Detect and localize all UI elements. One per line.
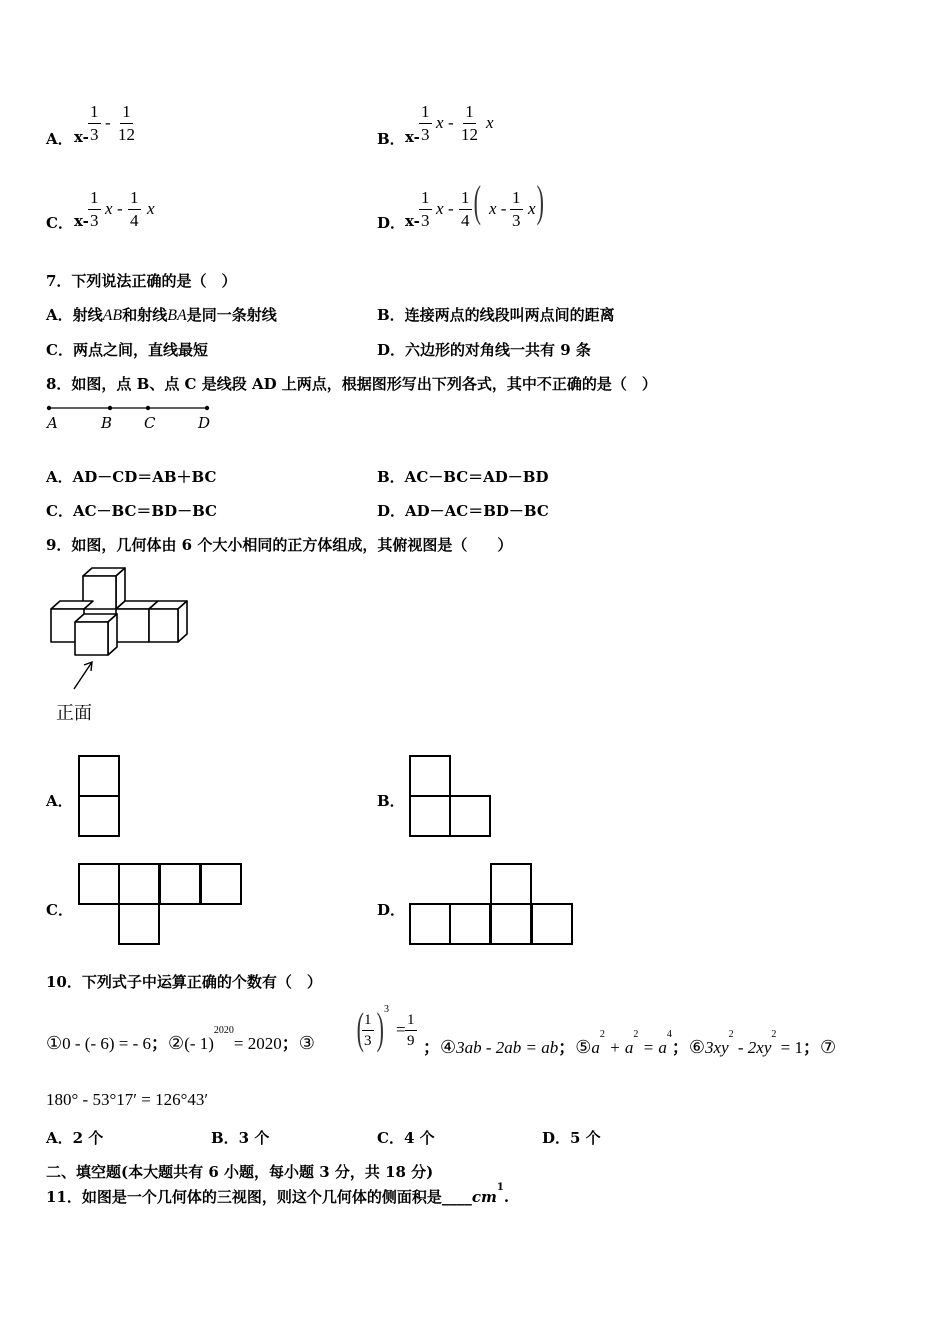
- q6-option-c-label[interactable]: C．: [46, 214, 73, 232]
- q9-option-c-label[interactable]: C．: [46, 901, 73, 919]
- q9-option-b-label[interactable]: B．: [377, 792, 405, 810]
- q6-option-a-lead: x-: [74, 128, 89, 146]
- q7-stem: 7．下列说法正确的是（ ）: [46, 272, 237, 290]
- point-c-label: C: [144, 414, 156, 432]
- q10-e3-result-fraction: $\frac{1}{9}$: [407, 1012, 415, 1049]
- q10-e3-exponent: 3: [384, 1004, 389, 1015]
- q6-d-minus: -: [448, 199, 454, 218]
- q8-option-a[interactable]: A．AD－CD＝AB＋BC: [46, 468, 217, 486]
- q6-d-right-paren: ): [536, 177, 544, 226]
- q6-c-fraction-2: $\frac{1}{4}$: [130, 188, 139, 230]
- q9-d-square: [409, 903, 451, 945]
- q6-option-d-label[interactable]: D．: [377, 214, 406, 232]
- point-d-label: D: [198, 414, 211, 432]
- q6-c-var-2: x: [147, 199, 155, 218]
- q6-d-fraction-2: $\frac{1}{4}$: [461, 188, 470, 230]
- q6-d-var-3: x: [528, 199, 536, 218]
- q10-option-c[interactable]: C．4 个: [377, 1129, 435, 1147]
- q9-a-square: [78, 755, 120, 797]
- q6-b-var-1: x: [436, 113, 444, 132]
- q10-e3-left-paren: (: [356, 1004, 364, 1053]
- q7-option-c[interactable]: C．两点之间，直线最短: [46, 341, 208, 359]
- q7-option-d[interactable]: D．六边形的对角线一共有 9 条: [377, 341, 591, 359]
- q10-e3-equals: =: [396, 1020, 406, 1039]
- section-2-heading: 二、填空题(本大题共有 6 小题，每小题 3 分，共 18 分): [46, 1163, 434, 1181]
- q6-b-minus: -: [448, 113, 454, 132]
- q10-expr-7: 180° - 53°17′ = 126°43′: [46, 1090, 209, 1109]
- q9-c-square: [118, 863, 160, 905]
- q10-e3-right-paren: ): [376, 1004, 384, 1053]
- q7-option-b[interactable]: B．连接两点的线段叫两点间的距离: [377, 306, 615, 324]
- point-a-label: A: [47, 414, 58, 432]
- q6-d-left-paren: (: [473, 177, 481, 226]
- q6-a-fraction-1: $\frac{1}{3}$: [90, 102, 99, 144]
- q9-cube-solid-figure: [44, 562, 194, 697]
- q6-option-d-lead: x-: [405, 212, 420, 230]
- q6-option-b-label[interactable]: B．: [377, 130, 405, 148]
- q9-d-square: [449, 903, 491, 945]
- q6-b-fraction-1: $\frac{1}{3}$: [421, 102, 430, 144]
- q6-d-inner: x -: [489, 199, 507, 218]
- q9-d-square: [490, 863, 532, 905]
- point-b-label: B: [101, 414, 113, 432]
- q11-stem: 11．如图是一个几何体的三视图，则这个几何体的侧面积是$\_\_\_\_cm^1$.: [46, 1182, 510, 1206]
- q9-c-square: [200, 863, 242, 905]
- q10-expr-2: ；④3ab - 2ab = ab；$⑤a^2 + a^2 = a^4$；$⑥3xy^2 - 2xy^2 = 1$；⑦: [423, 1029, 837, 1057]
- q9-c-square: [118, 903, 160, 945]
- q8-stem: 8．如图，点 B、点 C 是线段 AD 上两点，根据图形写出下列各式，其中不正确的是（ ）: [46, 375, 657, 393]
- q9-option-a-label[interactable]: A．: [46, 792, 73, 810]
- q7-option-a[interactable]: A．射线AB和射线BA是同一条射线: [46, 306, 277, 324]
- q8-option-d[interactable]: D．AD－AC＝BD－BC: [377, 502, 549, 520]
- q6-a-fraction-2: $\frac{1}{12}$: [118, 102, 135, 144]
- q10-expr-1: ①0 - (- 6) = - 6；②(- 1)$^{2020}$= 2020；③: [46, 1025, 315, 1053]
- q6-option-c-lead: x-: [74, 212, 89, 230]
- front-view-label: 正面: [56, 703, 92, 724]
- q6-a-minus: -: [105, 113, 111, 132]
- q9-a-square: [78, 795, 120, 837]
- q9-b-square: [409, 795, 451, 837]
- q8-option-c[interactable]: C．AC－BC＝BD－BC: [46, 502, 217, 520]
- q6-option-b-lead: x-: [405, 128, 420, 146]
- q10-option-a[interactable]: A．2 个: [46, 1129, 104, 1147]
- q9-c-square: [159, 863, 201, 905]
- q9-c-square: [78, 863, 120, 905]
- q9-option-d-label[interactable]: D．: [377, 901, 406, 919]
- q6-c-fraction-1: $\frac{1}{3}$: [90, 188, 99, 230]
- q9-b-square: [409, 755, 451, 797]
- q6-c-minus: -: [117, 199, 123, 218]
- q6-d-fraction-1: $\frac{1}{3}$: [421, 188, 430, 230]
- q9-stem: 9．如图，几何体由 6 个大小相同的正方体组成，其俯视图是（ ）: [46, 536, 513, 554]
- q10-stem: 10．下列式子中运算正确的个数有（ ）: [46, 973, 322, 991]
- q6-b-var-2: x: [486, 113, 494, 132]
- q6-c-var-1: x: [105, 199, 113, 218]
- q9-b-square: [449, 795, 491, 837]
- q6-d-var-1: x: [436, 199, 444, 218]
- q6-b-fraction-2: $\frac{1}{12}$: [461, 102, 478, 144]
- q8-option-b[interactable]: B．AC－BC＝AD－BD: [377, 468, 549, 486]
- q10-option-d[interactable]: D．5 个: [542, 1129, 601, 1147]
- q6-option-a-label[interactable]: A．: [46, 130, 73, 148]
- q10-option-b[interactable]: B．3 个: [211, 1129, 270, 1147]
- q8-line-segment-figure: [44, 402, 224, 436]
- q10-e3-fraction: $\frac{1}{3}$: [364, 1012, 372, 1049]
- q9-d-square: [531, 903, 573, 945]
- q9-d-square: [490, 903, 532, 945]
- q6-d-fraction-3: $\frac{1}{3}$: [512, 188, 521, 230]
